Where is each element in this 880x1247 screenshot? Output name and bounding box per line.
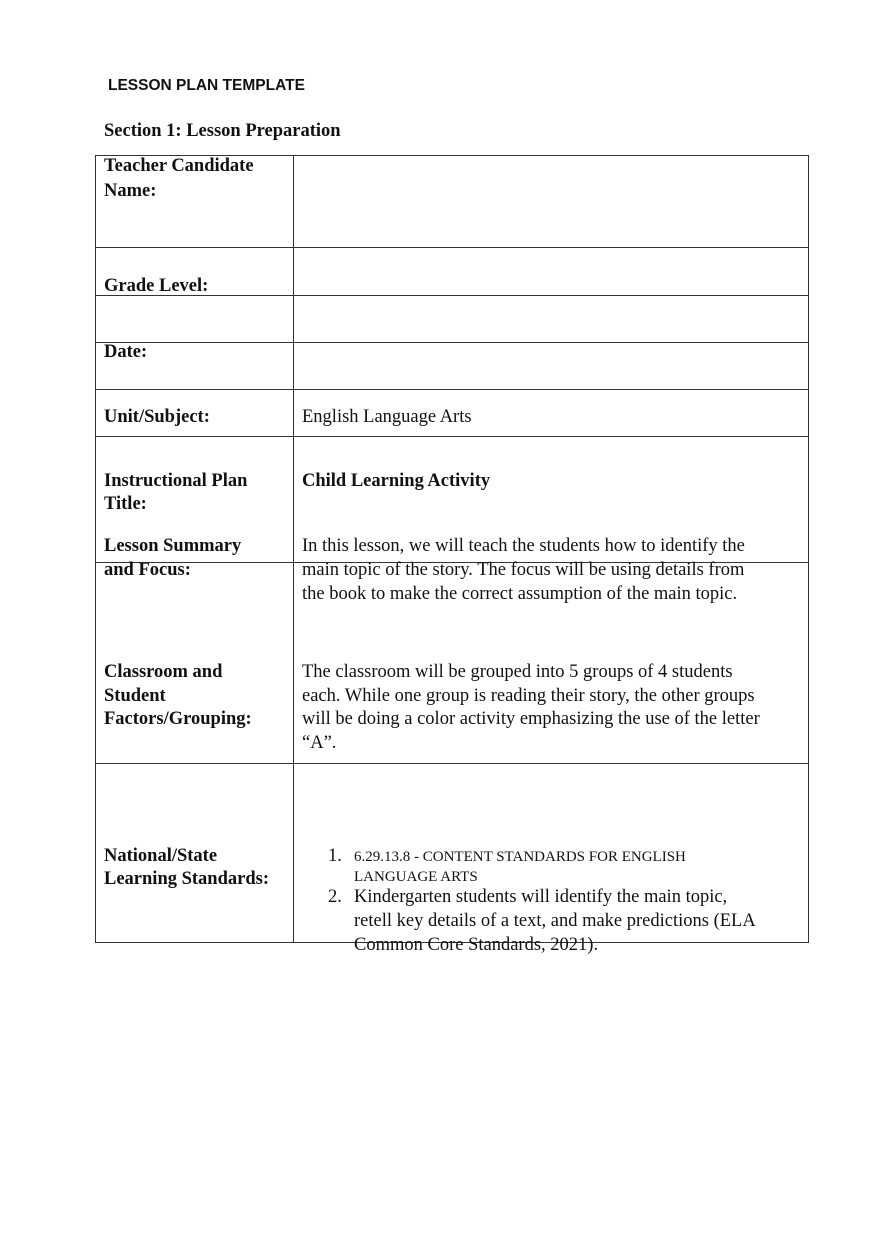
classroom-text: each. While one group is reading their story, the other groups: [302, 686, 755, 706]
standard-item-text: retell key details of a text, and make predictions (ELA: [354, 911, 756, 931]
standard-item-text: Common Core Standards, 2021).: [354, 935, 599, 955]
standard-item-text: 6.29.13.8 - CONTENT STANDARDS FOR ENGLISH: [354, 849, 686, 865]
standard-item-text: Kindergarten students will identify the main topic,: [354, 887, 728, 907]
standards-label: Learning Standards:: [104, 869, 269, 889]
date-label: Date:: [104, 342, 148, 362]
row-divider: [95, 247, 809, 248]
summary-text: the book to make the correct assumption of the main topic.: [302, 584, 738, 604]
row-divider: [95, 436, 809, 437]
unit-subject-label: Unit/Subject:: [104, 407, 210, 427]
standard-item-text: LANGUAGE ARTS: [354, 869, 478, 885]
summary-text: In this lesson, we will teach the students how to identify the: [302, 536, 745, 556]
classroom-text: “A”.: [302, 733, 337, 753]
standards-label: National/State: [104, 846, 218, 866]
teacher-name-label: Name:: [104, 181, 157, 201]
row-divider: [95, 342, 809, 343]
classroom-label: Factors/Grouping:: [104, 709, 252, 729]
column-divider: [293, 155, 294, 943]
list-number: 1.: [328, 846, 342, 866]
plan-title-label: Title:: [104, 494, 147, 514]
teacher-name-label: Teacher Candidate: [104, 156, 254, 176]
plan-title-label: Instructional Plan: [104, 471, 248, 491]
table-border-right: [808, 155, 809, 943]
row-divider: [95, 763, 809, 764]
plan-title-value: Child Learning Activity: [302, 471, 491, 491]
table-border-left: [95, 155, 96, 943]
grade-level-label: Grade Level:: [104, 276, 209, 296]
unit-subject-value: English Language Arts: [302, 407, 472, 427]
classroom-text: will be doing a color activity emphasizing the use of the letter: [302, 709, 760, 729]
classroom-text: The classroom will be grouped into 5 groups of 4 students: [302, 662, 733, 682]
summary-label: Lesson Summary: [104, 536, 242, 556]
summary-text: main topic of the story. The focus will be using details from: [302, 560, 745, 580]
classroom-label: Classroom and: [104, 662, 223, 682]
document-title: LESSON PLAN TEMPLATE: [108, 77, 305, 94]
list-number: 2.: [328, 887, 342, 907]
summary-label: and Focus:: [104, 560, 191, 580]
classroom-label: Student: [104, 686, 166, 706]
row-divider: [95, 389, 809, 390]
section-heading: Section 1: Lesson Preparation: [104, 121, 341, 141]
